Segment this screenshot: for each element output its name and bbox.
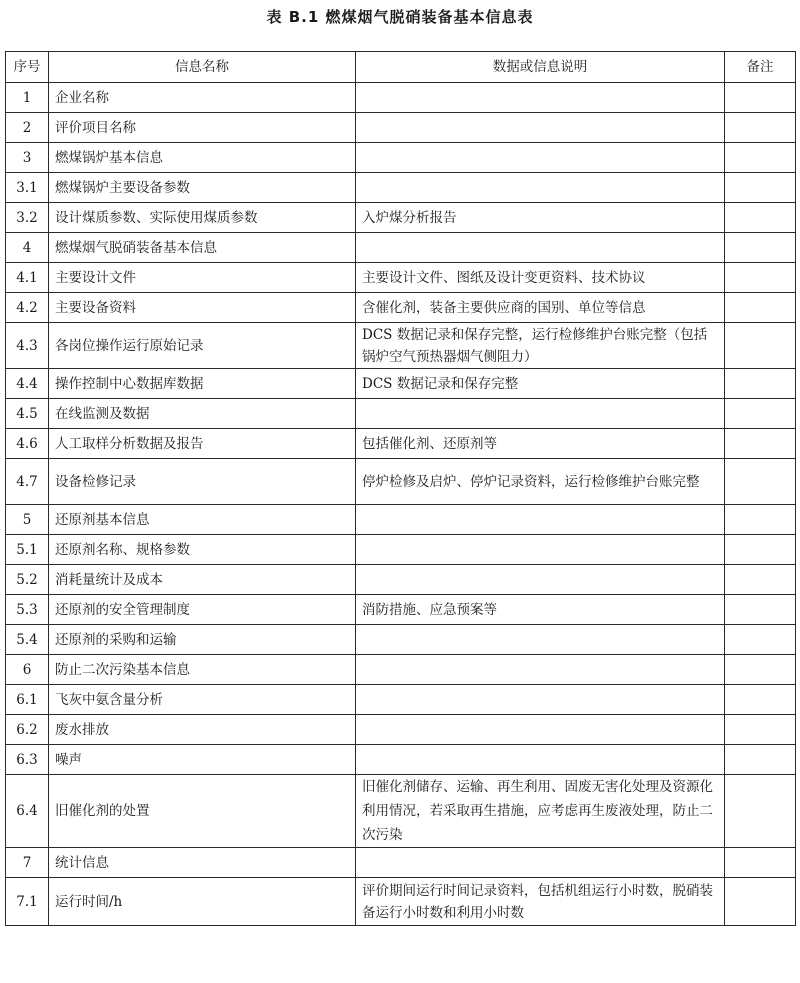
cell-name: 企业名称	[49, 83, 356, 113]
cell-no: 5.1	[6, 535, 49, 565]
cell-no: 3.1	[6, 173, 49, 203]
cell-name: 操作控制中心数据库数据	[49, 369, 356, 399]
cell-desc	[356, 173, 725, 203]
cell-desc: 包括催化剂、还原剂等	[356, 429, 725, 459]
table-row	[6, 685, 796, 715]
cell-desc: 入炉煤分析报告	[356, 203, 725, 233]
cell-name: 在线监测及数据	[49, 399, 356, 429]
cell-desc: 含催化剂，装备主要供应商的国别、单位等信息	[356, 293, 725, 323]
cell-name: 还原剂基本信息	[49, 505, 356, 535]
cell-note	[725, 263, 796, 293]
cell-note	[725, 775, 796, 848]
cell-no: 7	[6, 848, 49, 878]
cell-no: 4.2	[6, 293, 49, 323]
cell-no: 6.4	[6, 775, 49, 848]
table-row	[6, 595, 796, 625]
table-row	[6, 83, 796, 113]
table-row	[6, 263, 796, 293]
table-row	[6, 173, 796, 203]
cell-desc	[356, 745, 725, 775]
cell-no: 7.1	[6, 878, 49, 926]
cell-note	[725, 655, 796, 685]
cell-name: 还原剂名称、规格参数	[49, 535, 356, 565]
table-row	[6, 848, 796, 878]
cell-no: 4.5	[6, 399, 49, 429]
cell-desc	[356, 143, 725, 173]
cell-no: 5.3	[6, 595, 49, 625]
cell-no: 3	[6, 143, 49, 173]
cell-no: 2	[6, 113, 49, 143]
cell-no: 1	[6, 83, 49, 113]
cell-note	[725, 745, 796, 775]
table-row	[6, 459, 796, 505]
cell-desc: 主要设计文件、图纸及设计变更资料、技术协议	[356, 263, 725, 293]
header-no: 序号	[6, 52, 49, 83]
cell-note	[725, 369, 796, 399]
cell-note	[725, 878, 796, 926]
cell-note	[725, 83, 796, 113]
cell-desc	[356, 83, 725, 113]
cell-no: 6	[6, 655, 49, 685]
cell-name: 主要设计文件	[49, 263, 356, 293]
cell-no: 4.6	[6, 429, 49, 459]
header-row	[6, 52, 796, 83]
cell-note	[725, 595, 796, 625]
cell-name: 人工取样分析数据及报告	[49, 429, 356, 459]
cell-no: 5.2	[6, 565, 49, 595]
cell-name: 设计煤质参数、实际使用煤质参数	[49, 203, 356, 233]
cell-desc	[356, 655, 725, 685]
cell-no: 4.3	[6, 323, 49, 369]
cell-note	[725, 323, 796, 369]
cell-name: 消耗量统计及成本	[49, 565, 356, 595]
cell-name: 统计信息	[49, 848, 356, 878]
cell-note	[725, 203, 796, 233]
header-name: 信息名称	[49, 52, 356, 83]
cell-note	[725, 429, 796, 459]
cell-desc: DCS 数据记录和保存完整	[356, 369, 725, 399]
cell-no: 6.3	[6, 745, 49, 775]
cell-note	[725, 173, 796, 203]
cell-note	[725, 459, 796, 505]
cell-note	[725, 848, 796, 878]
cell-name: 飞灰中氨含量分析	[49, 685, 356, 715]
cell-note	[725, 399, 796, 429]
cell-name: 还原剂的采购和运输	[49, 625, 356, 655]
cell-desc	[356, 625, 725, 655]
cell-name: 还原剂的安全管理制度	[49, 595, 356, 625]
cell-no: 5.4	[6, 625, 49, 655]
cell-desc: DCS 数据记录和保存完整，运行检修维护台账完整（包括锅炉空气预热器烟气侧阻力）	[356, 323, 725, 369]
cell-note	[725, 685, 796, 715]
cell-no: 5	[6, 505, 49, 535]
cell-name: 燃煤烟气脱硝装备基本信息	[49, 233, 356, 263]
table-row	[6, 535, 796, 565]
cell-desc	[356, 505, 725, 535]
cell-no: 4.4	[6, 369, 49, 399]
cell-name: 旧催化剂的处置	[49, 775, 356, 848]
table-row	[6, 323, 796, 369]
table-row	[6, 203, 796, 233]
table-row	[6, 505, 796, 535]
table-row	[6, 745, 796, 775]
cell-no: 6.1	[6, 685, 49, 715]
table-row	[6, 399, 796, 429]
cell-desc: 消防措施、应急预案等	[356, 595, 725, 625]
table-row	[6, 113, 796, 143]
cell-note	[725, 715, 796, 745]
cell-name: 运行时间/h	[49, 878, 356, 926]
table-row	[6, 625, 796, 655]
cell-desc	[356, 233, 725, 263]
header-desc: 数据或信息说明	[356, 52, 725, 83]
cell-desc: 评价期间运行时间记录资料，包括机组运行小时数，脱硝装备运行小时数和利用小时数	[356, 878, 725, 926]
cell-desc	[356, 848, 725, 878]
cell-name: 噪声	[49, 745, 356, 775]
cell-note	[725, 113, 796, 143]
cell-desc	[356, 565, 725, 595]
cell-name: 设备检修记录	[49, 459, 356, 505]
cell-note	[725, 535, 796, 565]
cell-no: 4.1	[6, 263, 49, 293]
cell-note	[725, 233, 796, 263]
cell-no: 4	[6, 233, 49, 263]
table-row	[6, 565, 796, 595]
cell-name: 废水排放	[49, 715, 356, 745]
table-caption: 表 B.1 燃煤烟气脱硝装备基本信息表	[266, 8, 534, 26]
table-row	[6, 775, 796, 848]
table-row	[6, 715, 796, 745]
cell-name: 燃煤锅炉基本信息	[49, 143, 356, 173]
cell-desc	[356, 113, 725, 143]
cell-note	[725, 293, 796, 323]
cell-desc	[356, 715, 725, 745]
cell-note	[725, 625, 796, 655]
cell-name: 各岗位操作运行原始记录	[49, 323, 356, 369]
cell-no: 4.7	[6, 459, 49, 505]
table-row	[6, 293, 796, 323]
table-row	[6, 369, 796, 399]
cell-note	[725, 505, 796, 535]
cell-note	[725, 565, 796, 595]
table-row	[6, 233, 796, 263]
header-note: 备注	[725, 52, 796, 83]
table-row	[6, 143, 796, 173]
cell-name: 评价项目名称	[49, 113, 356, 143]
cell-note	[725, 143, 796, 173]
cell-no: 3.2	[6, 203, 49, 233]
cell-desc	[356, 535, 725, 565]
cell-name: 燃煤锅炉主要设备参数	[49, 173, 356, 203]
cell-desc	[356, 399, 725, 429]
cell-no: 6.2	[6, 715, 49, 745]
table-row	[6, 878, 796, 926]
cell-name: 防止二次污染基本信息	[49, 655, 356, 685]
cell-desc	[356, 685, 725, 715]
cell-desc: 旧催化剂储存、运输、再生利用、固废无害化处理及资源化利用情况，若采取再生措施，应考虑再生废液处理，防止二次污染	[356, 775, 725, 848]
table-row	[6, 429, 796, 459]
info-table	[5, 51, 796, 926]
cell-desc: 停炉检修及启炉、停炉记录资料，运行检修维护台账完整	[356, 459, 725, 505]
cell-name: 主要设备资料	[49, 293, 356, 323]
table-row	[6, 655, 796, 685]
